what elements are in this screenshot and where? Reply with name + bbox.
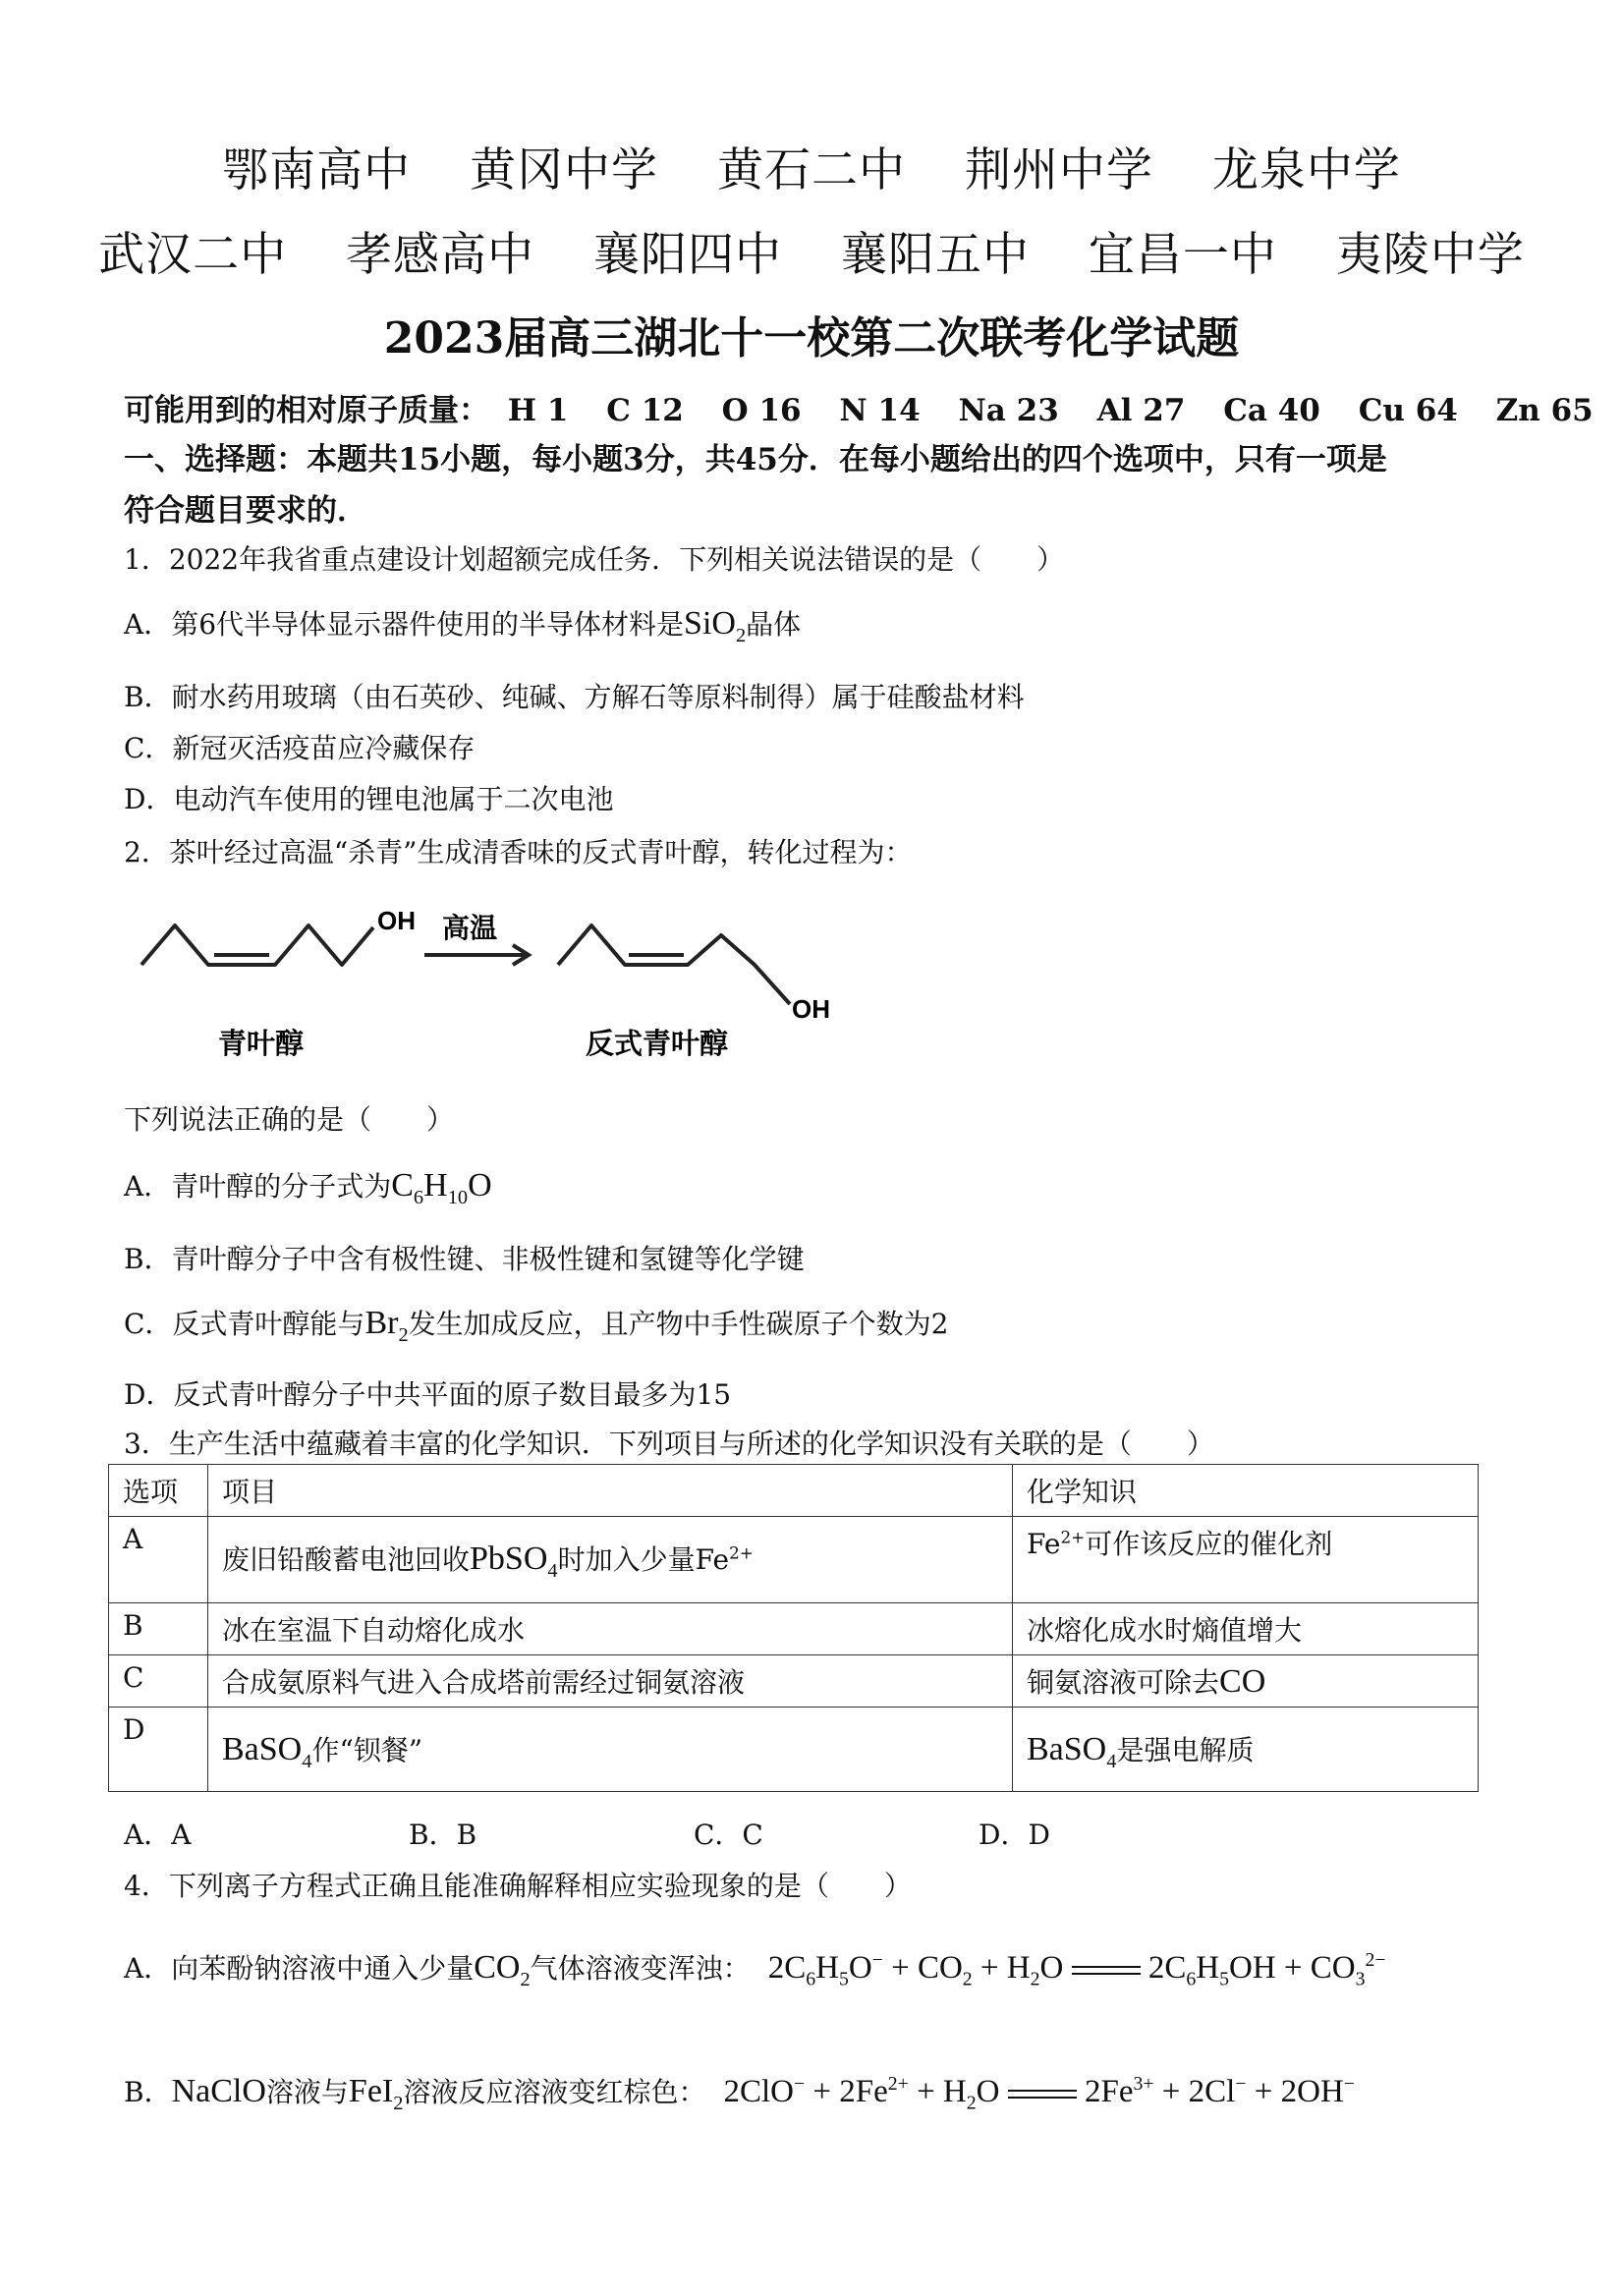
trans-hexenol-structure — [558, 925, 790, 1004]
q2-prompt: 下列说法正确的是（ ） — [124, 1103, 455, 1136]
atomic-mass-item: O 16 — [721, 393, 802, 428]
q1-stem: 1．2022年我省重点建设计划超额完成任务．下列相关说法错误的是（ ） — [124, 543, 1065, 576]
formula-br2: $Br_2$ — [364, 1305, 409, 1346]
school-name: 襄阳五中 — [840, 228, 1030, 282]
q4-option-b-tail: 溶液反应溶液变红棕色： — [403, 2076, 706, 2108]
answer-option: B．B — [409, 1819, 477, 1851]
school-list-row-1 — [0, 134, 1623, 199]
label-trans-hexenol: 反式青叶醇 — [586, 1029, 729, 1060]
atomic-mass-item: Na 23 — [958, 393, 1059, 428]
table-cell-option: D — [109, 1708, 208, 1792]
table-row — [109, 1708, 1479, 1792]
formula-co2: $CO_2$ — [474, 1949, 531, 1990]
q4-option-b-text: 溶液与 — [265, 2076, 349, 2108]
answer-option: A．A — [124, 1819, 192, 1851]
q4-option-a-text: A．向苯酚钠溶液中通入少量 — [124, 1952, 475, 1985]
q2-option-a-text: A．青叶醇的分子式为 — [124, 1170, 392, 1203]
reaction-diagram — [138, 896, 884, 1073]
school-list-row-2 — [0, 218, 1623, 284]
answer-option: C．C — [694, 1819, 763, 1851]
table-cell-project: 废旧铅酸蓄电池回收PbSO$_4$时加入少量$Fe^{2+}$ — [208, 1517, 1013, 1603]
section-instruction-2: 符合题目要求的． — [124, 493, 367, 529]
table-cell-project: 冰在室温下自动熔化成水 — [208, 1603, 1013, 1655]
formula-fei2: FeI$_2$ — [348, 2073, 404, 2114]
q4-stem: 4．下列离子方程式正确且能准确解释相应实验现象的是（ ） — [124, 1870, 912, 1902]
reaction-condition: 高温 — [442, 913, 498, 943]
q2-option-c — [124, 1303, 948, 1347]
q4-option-a — [124, 1947, 1386, 1991]
q1-option-a-tail: 晶体 — [746, 608, 802, 641]
exam-title: 2023届高三湖北十一校第二次联考化学试题 — [383, 313, 1240, 364]
q4-option-a-tail: 气体溶液变浑浊： — [530, 1952, 751, 1985]
formula-sio2: SiO$_2$ — [684, 605, 747, 646]
table-row — [109, 1603, 1479, 1655]
q4-option-b — [124, 2071, 1355, 2115]
school-name: 夷陵中学 — [1335, 228, 1525, 282]
school-name: 荆州中学 — [964, 143, 1153, 197]
oh-group-left: OH — [377, 906, 416, 935]
equation-b: $2ClO^- + 2Fe^{2+} + H_2O$ $2Fe^{3+} + 2Cl^- + 2OH^-$ — [723, 2073, 1355, 2114]
section-instruction-1: 一、选择题：本题共15小题，每小题3分，共45分．在每小题给出的四个选项中，只有一项是 — [124, 442, 1387, 477]
school-name: 龙泉中学 — [1211, 143, 1401, 197]
atomic-mass-item: H 1 — [507, 393, 569, 428]
table-cell-project: 合成氨原料气进入合成塔前需经过铜氨溶液 — [208, 1655, 1013, 1708]
oh-group-right: OH — [792, 994, 830, 1024]
school-name: 黄冈中学 — [470, 143, 659, 197]
atomic-mass-item: Ca 40 — [1223, 393, 1320, 428]
atomic-mass-item: N 14 — [839, 393, 921, 428]
atomic-mass-item: Zn 65 — [1495, 393, 1594, 428]
school-name: 武汉二中 — [98, 228, 288, 282]
table-header: 选项 — [109, 1465, 208, 1517]
table-row — [109, 1517, 1479, 1603]
answer-option: D．D — [979, 1819, 1050, 1851]
table-header: 项目 — [208, 1465, 1013, 1517]
table-cell-knowledge: BaSO$_4$是强电解质 — [1013, 1708, 1479, 1792]
q1-option-a — [124, 603, 801, 647]
q2-option-b: B．青叶醇分子中含有极性键、非极性键和氢键等化学键 — [124, 1243, 805, 1275]
table-cell-option: C — [109, 1655, 208, 1708]
school-name: 宜昌一中 — [1088, 228, 1277, 282]
table-header-row — [109, 1465, 1479, 1517]
atomic-mass-item: C 12 — [606, 393, 684, 428]
atomic-mass-item: Al 27 — [1096, 393, 1186, 428]
q2-option-c-tail: 发生加成反应，且产物中手性碳原子个数为2 — [408, 1308, 949, 1340]
q4-option-b-label: B． — [124, 2076, 172, 2108]
q3-stem: 3．生产生活中蕴藏着丰富的化学知识．下列项目与所述的化学知识没有关联的是（ ） — [124, 1428, 1214, 1460]
q1-option-d: D．电动汽车使用的锂电池属于二次电池 — [124, 783, 614, 815]
label-cis-hexenol: 青叶醇 — [218, 1029, 305, 1060]
cis-hexenol-structure — [141, 925, 373, 965]
table-cell-option: B — [109, 1603, 208, 1655]
table-cell-knowledge: 铜氨溶液可除去CO — [1013, 1655, 1479, 1708]
atomic-mass-item: Cu 64 — [1358, 393, 1458, 428]
q1-option-c: C．新冠灭活疫苗应冷藏保存 — [124, 732, 476, 764]
reaction-arrow — [424, 945, 529, 965]
q2-option-d: D．反式青叶醇分子中共平面的原子数目最多为15 — [124, 1378, 732, 1411]
q2-option-a — [124, 1165, 492, 1209]
q1-option-b: B．耐水药用玻璃（由石英砂、纯碱、方解石等原料制得）属于硅酸盐材料 — [124, 681, 1025, 713]
table-cell-knowledge: $Fe^{2+}$可作该反应的催化剂 — [1013, 1517, 1479, 1603]
school-name: 鄂南高中 — [222, 143, 412, 197]
atomic-masses-label: 可能用到的相对原子质量： — [124, 393, 489, 428]
table-cell-option: A — [109, 1517, 208, 1603]
formula-naclo: NaClO — [171, 2073, 266, 2109]
school-name: 黄石二中 — [717, 143, 906, 197]
table-cell-project: BaSO$_4$作“钡餐” — [208, 1708, 1013, 1792]
formula-c6h10o: $C_6H_{10}O$ — [391, 1167, 492, 1208]
q2-stem: 2．茶叶经过高温“杀青”生成清香味的反式青叶醇，转化过程为： — [124, 836, 913, 868]
q1-option-a-text: A．第6代半导体显示器件使用的半导体材料是 — [124, 608, 685, 641]
atomic-masses — [124, 385, 1621, 429]
table-row — [109, 1655, 1479, 1708]
school-name: 襄阳四中 — [593, 228, 783, 282]
table-cell-knowledge: 冰熔化成水时熵值增大 — [1013, 1603, 1479, 1655]
table-header: 化学知识 — [1013, 1465, 1479, 1517]
school-name: 孝感高中 — [346, 228, 535, 282]
q3-answer-options — [124, 1814, 1263, 1853]
q2-option-c-text: C．反式青叶醇能与 — [124, 1308, 365, 1340]
q3-table — [108, 1464, 1479, 1792]
equation-a: $2C_6H_5O^- + CO_2 + H_2O$ $2C_6H_5OH + CO_3^{2-}$ — [767, 1949, 1386, 1990]
